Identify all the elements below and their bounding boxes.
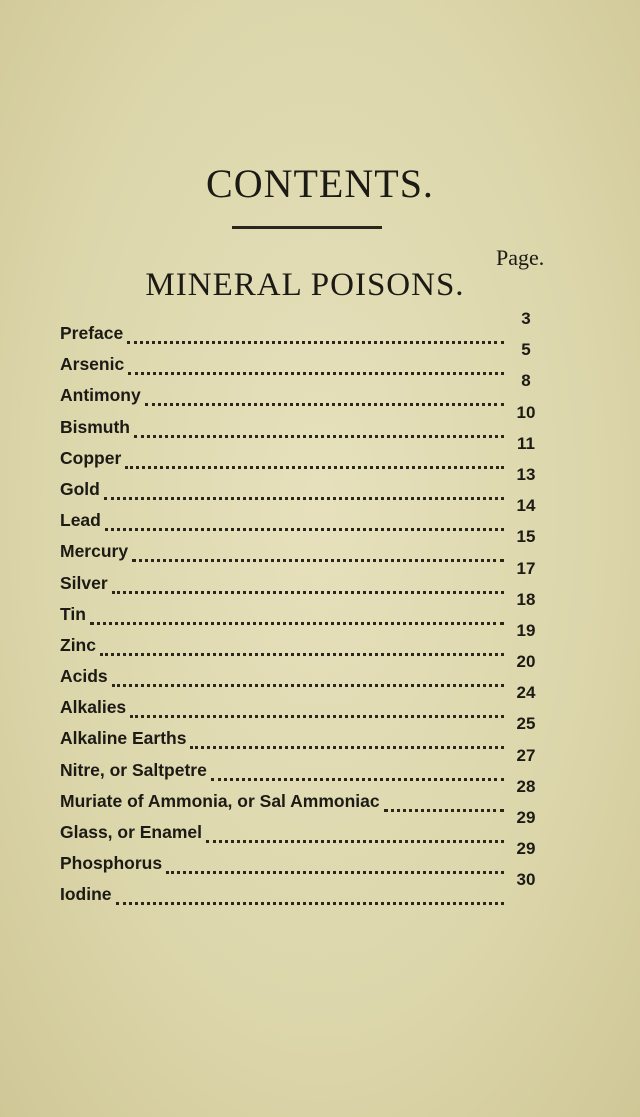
title-divider: [232, 226, 382, 229]
page-column-heading: Page.: [496, 245, 545, 270]
entry-label: Iodine: [60, 884, 112, 905]
entry-page-number: 27: [516, 745, 536, 765]
entry-page-number: 29: [516, 808, 536, 827]
contents-entry: [60, 714, 544, 749]
entry-page-number: 30: [516, 870, 536, 890]
contents-entry: [60, 870, 544, 905]
contents-entry: [60, 433, 544, 468]
contents-entry: [60, 464, 544, 499]
contents-entry: [60, 620, 544, 655]
entry-label: Arsenic: [60, 354, 125, 375]
entry-page-number: 15: [516, 527, 536, 547]
leader-dots: [116, 888, 504, 905]
entry-label: Mercury: [60, 541, 129, 562]
entry-label: Bismuth: [60, 416, 130, 437]
entry-label: Silver: [60, 572, 108, 593]
entry-page-number: 29: [516, 839, 536, 859]
entry-label: Muriate of Ammonia, or Sal Ammoniac: [60, 790, 380, 811]
entry-label: Preface: [60, 323, 124, 343]
entry-label: Tin: [60, 603, 86, 624]
entry-page-number: 19: [516, 620, 536, 640]
entry-page-number: 8: [521, 371, 531, 391]
entry-label: Glass, or Enamel: [60, 822, 203, 842]
entry-label: Lead: [60, 510, 101, 531]
entry-page-number: 20: [516, 652, 536, 672]
entry-page-number: 17: [516, 558, 536, 578]
entry-page-number: 18: [516, 589, 536, 609]
contents-entry: [60, 839, 544, 874]
page-title: CONTENTS.: [206, 161, 434, 206]
entry-page-number: 13: [516, 464, 536, 484]
contents-entry: [60, 745, 544, 780]
entry-page-number: 24: [516, 683, 536, 703]
contents-entry: [60, 496, 544, 531]
contents-entry: [60, 652, 544, 687]
contents-entry: [60, 527, 544, 562]
entry-label: Nitre, or Saltpetre: [60, 759, 207, 780]
contents-list: [60, 309, 544, 905]
entry-label: Alkaline Earths: [60, 728, 187, 749]
contents-entry: [60, 402, 544, 437]
contents-entry: [60, 340, 544, 375]
entry-label: Gold: [60, 478, 100, 499]
contents-entry: [60, 558, 544, 593]
contents-entry: [60, 776, 544, 811]
entry-page-number: 3: [521, 309, 531, 328]
entry-label: Alkalies: [60, 697, 127, 718]
contents-entry: [60, 683, 544, 718]
entry-label: Copper: [60, 447, 122, 468]
entry-page-number: 28: [516, 776, 536, 796]
entry-page-number: 25: [516, 714, 536, 734]
entry-page-number: 14: [516, 496, 536, 516]
contents-entry: [60, 371, 544, 406]
contents-entry: [60, 808, 544, 842]
entry-label: Phosphorus: [60, 853, 163, 874]
entry-page-number: 5: [521, 340, 531, 360]
contents-entry: [60, 589, 544, 624]
entry-label: Antimony: [60, 385, 141, 406]
entry-label: Acids: [60, 666, 108, 687]
entry-label: Zinc: [60, 634, 96, 655]
contents-entry: [60, 309, 544, 343]
entry-page-number: 10: [516, 402, 536, 422]
section-heading: MINERAL POISONS.: [145, 267, 465, 303]
entry-page-number: 11: [517, 433, 535, 453]
